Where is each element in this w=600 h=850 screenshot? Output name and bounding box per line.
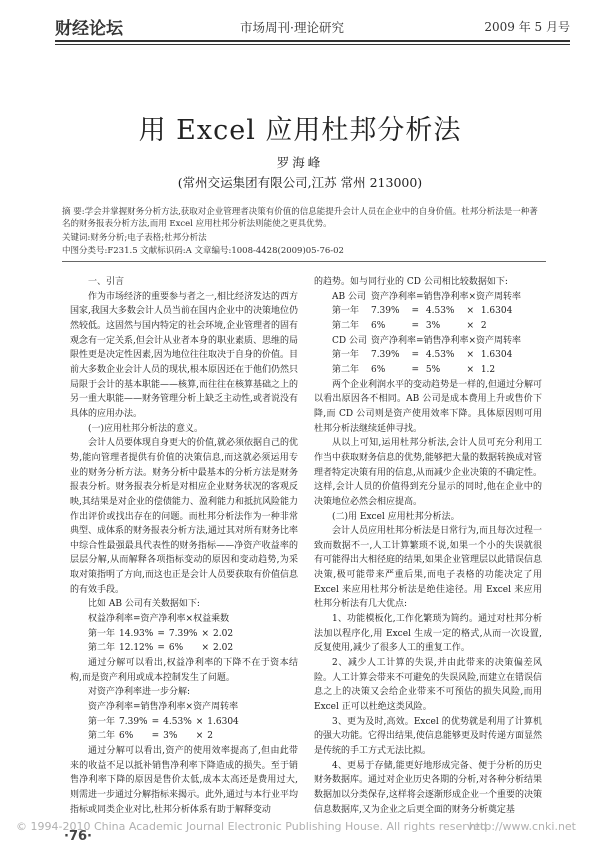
cell: = — [151, 716, 160, 727]
cell: × — [201, 628, 210, 639]
paragraph: 作为市场经济的重要参与者之一,相比经济发达的西方国家,我国大多数会计人员当前在国内企业中的决策地位仍然较低。这固然与国内特定的社会环境,企业管理者的固有观念有一定关系,但会计从业者本身的职业素质、思维的局限性更是决定性因素,因为地位往往取决于自身的价值。目前大多数企业会计人员的现状,根本原因还在于他们仍然只局限于会计的基本职能——核算,而往往在核算基础之上的另一重大职能——财务管理分析上缺乏主动性,或者说没有具体的应用办法。 — [70, 291, 298, 419]
meta-divider — [62, 261, 546, 262]
table-row — [332, 334, 525, 349]
cell: = — [411, 320, 420, 331]
cell: 7.39% — [168, 628, 198, 639]
author-affiliation: (常州交运集团有限公司,江苏 常州 213000) — [177, 175, 423, 190]
table-row — [332, 363, 525, 378]
paragraph: 通过分解可以看出,资产的使用效率提高了,但由此带来的收益不足以抵补销售净利率下降造成的损失。至于销售净利率下降的原因是售价太低,成本太高还是费用过大,则需进一步通过分解指标来揭示。此外,通过与本行业平均指标或同类企业对比,杜邦分析体系有助于解释变动 — [70, 746, 298, 815]
formula-table-roe — [88, 627, 237, 656]
paragraph: 会计人员应用杜邦分析法是日常行为,而且每次过程一致而数据不一,人工计算繁琐不说,如果一个小的失误就很有可能得出大相径庭的结果,如果企业管理层以此错误信息决策,极可能带来严重后果,而电子表格的功能决定了用 Excel 来应用杜邦分析法是绝佳途径。用 Excel 来应用杜邦分析法有几大优点: — [314, 526, 542, 610]
cell: 1.6304 — [207, 716, 239, 727]
cell: = — [157, 643, 165, 654]
table-row — [88, 641, 237, 656]
paragraph: 1、功能模板化,工作化繁琐为简约。通过对杜邦分析法加以程序化,用 Excel 生成一定的格式,从而一次设置,反复使用,减少了很多人工的重复工作。 — [314, 614, 542, 654]
page-number: ·76· — [64, 829, 92, 844]
cell: × — [466, 350, 474, 361]
cell: 4.53% — [163, 716, 192, 727]
table-row — [88, 715, 243, 730]
cell: = — [157, 628, 165, 639]
classification-line: 中图分类号:F231.5 文献标识码:A 文章编号:1008-4428(2009)05-76-02 — [62, 246, 344, 256]
left-column — [70, 275, 298, 817]
paragraph: 两个企业利润水平的变动趋势是一样的,但通过分解可以看出原因各不相同。AB 公司是成本费用上升或售价下降,而 CD 公司则是资产使用效率下降。具体原因则可用杜邦分析法继续延伸寻找。 — [314, 379, 542, 434]
copyright-notice: © 1994-2010 China Academic Journal Electronic Publishing House. All rights reserved. — [16, 820, 491, 833]
table-row — [88, 627, 237, 642]
cell: 7.39% — [370, 306, 400, 317]
cell: 4.53% — [425, 306, 455, 317]
subsection-heading: (二)用 Excel 应用杜邦分析法。 — [332, 511, 460, 522]
cell: 14.93% — [119, 628, 154, 639]
section-heading: 一、引言 — [88, 277, 125, 287]
cell: 1.6304 — [480, 306, 513, 317]
cell: 7.39% — [119, 716, 148, 727]
cell: 3% — [163, 731, 178, 742]
row-label: 第二年 — [332, 320, 360, 331]
issue-date: 2009 年 5 月号 — [484, 20, 570, 34]
cell: × — [466, 306, 474, 317]
header-rule-thick — [55, 40, 570, 42]
formula-label: 资产净利率=销售净利率×资产周转率 — [370, 291, 522, 302]
cell: × — [201, 643, 210, 654]
source-url: http://www.cnki.net — [468, 820, 576, 833]
row-label: 第一年 — [332, 306, 360, 317]
cell: 6% — [119, 731, 134, 742]
row-label: 第二年 — [332, 364, 360, 375]
ab-company-table — [332, 290, 525, 378]
cell: 7.39% — [370, 350, 400, 361]
cell: 6% — [370, 320, 386, 331]
table-row — [332, 304, 525, 319]
cell: 6% — [168, 643, 184, 654]
cell: 1.6304 — [480, 350, 513, 361]
formula-table-roa — [88, 715, 243, 744]
header-rule-thin — [55, 44, 570, 45]
formula-label: 权益净利率=资产净利率×权益乘数 — [88, 614, 230, 625]
row-label: 第二年 — [88, 643, 116, 654]
paragraph: 比如 AB 公司有关数据如下: — [88, 599, 200, 610]
paragraph: 从以上可知,运用杜邦分析法,会计人员可充分利用工作当中获取财务信息的优势,能够把大量的数据转换成对管理者特定决策有用的信息,从而减少企业决策的不确定性。这样,会计人员的价值得到充分显示的同时,他在企业中的决策地位必然会相应提高。 — [314, 438, 542, 507]
row-label: 第一年 — [88, 628, 116, 639]
cell: 3% — [425, 320, 441, 331]
row-label: 第二年 — [88, 731, 116, 742]
cell: = — [151, 731, 160, 742]
cell: = — [411, 350, 420, 361]
page-header — [55, 14, 570, 48]
cell: 12.12% — [119, 643, 154, 654]
cell: = — [411, 364, 420, 375]
cell: 1.2 — [480, 364, 496, 375]
keywords: 关键词:财务分析;电子表格;杜邦分析法 — [62, 233, 207, 243]
paragraph: 4、更易于存储,能更好地形成完备、便于分析的历史财务数据库。通过对企业历史各期的分析,对各种分析结果数据加以分类保存,这样将会逐渐形成企业一个重要的决策信息数据库,又为企业之后更全面的财务分析奠定基 — [314, 760, 542, 815]
paragraph: 3、更为及时,高效。Excel 的优势就是利用了计算机的强大功能。它得出结果,使信息能够更及时传递方面显然是传统的手工方式无法比拟。 — [314, 716, 542, 756]
cell: × — [466, 364, 474, 375]
cell: 5% — [425, 364, 441, 375]
cell: 4.53% — [425, 350, 455, 361]
row-label: 第一年 — [88, 716, 116, 727]
subsection-heading: (一)应用杜邦分析法的意义。 — [88, 423, 204, 434]
table-row — [88, 729, 243, 744]
article-title: 用 Excel 应用杜邦分析法 — [138, 115, 462, 146]
table-row — [332, 290, 525, 305]
table-row — [332, 348, 525, 363]
company-label: AB 公司 — [332, 291, 366, 302]
section-name: 财经论坛 — [55, 19, 123, 39]
abstract: 摘 要:学会并掌握财务分析方法,获取对企业管理者决策有价值的信息能提升会计人员在企业中的自身价值。杜邦分析法是一种著名的财务报表分析方法,而用 Excel 应用杜邦分析法则能使之更具优势。 — [62, 207, 538, 229]
cell: 2 — [480, 320, 487, 331]
row-label: 第一年 — [332, 350, 360, 361]
cell: 2.02 — [213, 643, 234, 654]
cell: 2 — [207, 731, 214, 742]
paragraph: 通过分解可以看出,权益净利率的下降不在于资本结构,而是资产利用或成本控制发生了问题。 — [70, 658, 298, 683]
table-row — [332, 319, 525, 334]
article-author: 罗海峰 — [276, 155, 324, 170]
right-column — [314, 275, 542, 817]
paragraph: 会计人员要体现自身更大的价值,就必须依据自己的优势,能向管理者提供有价值的决策信息,而这就必须运用专业的财务分析方法。财务分析中最基本的分析方法是财务报表分析。财务报表分析是对相应企业财务状况的客观反映,其结果是对企业的偿债能力、盈利能力和抵抗风险能力作出评价或找出存在的问题。而杜邦分析法作为一种非常典型、成体系的财务报表分析方法,通过其对所有财务比率中综合性最强最具代表性的财务指标——净资产收益率的层层分解,从而解释各项指标变动的原因和变动趋势,为采取对策指明了方向,而这也正是会计人员要获取有价值信息的有效手段。 — [70, 438, 298, 595]
formula-label: 资产净利率=销售净利率×资产周转率 — [88, 702, 239, 713]
cell: 6% — [370, 364, 386, 375]
journal-name: 市场周刊·理论研究 — [240, 20, 344, 35]
company-label: CD 公司 — [332, 335, 367, 346]
cell: 2.02 — [213, 628, 234, 639]
cell: = — [411, 306, 420, 317]
cell: × — [466, 320, 474, 331]
cell: × — [195, 731, 204, 742]
cell: × — [195, 716, 204, 727]
formula-label: 资产净利率=销售净利率×资产周转率 — [370, 335, 522, 346]
paragraph: 的趋势。如与同行业的 CD 公司相比较数据如下: — [314, 277, 508, 287]
paragraph: 2、减少人工计算的失误,并由此带来的决策偏差风险。人工计算会带来不可避免的失误风险,而建立在错误信息之上的决策又会给企业带来不可预估的损失风险,而用 Excel 正可以杜绝这类风险。 — [314, 658, 542, 713]
paragraph: 对资产净利率进一步分解: — [88, 687, 191, 698]
